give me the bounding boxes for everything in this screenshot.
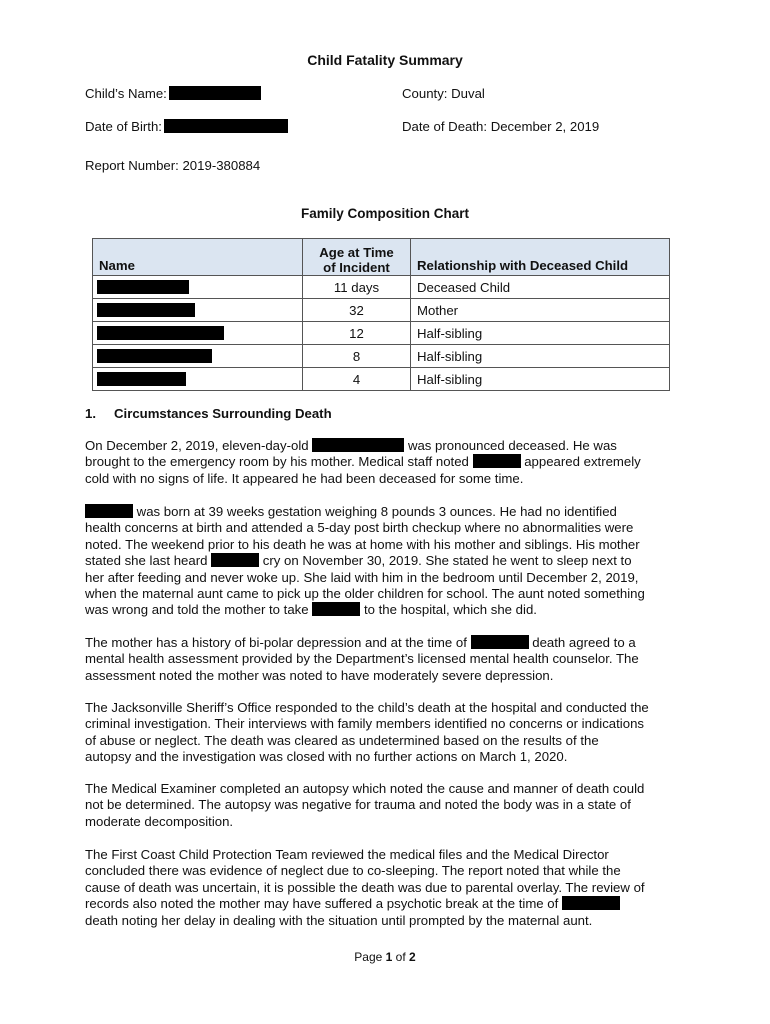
date-of-death-field: Date of Death: December 2, 2019 (402, 119, 600, 134)
text: to the hospital, which she did. (363, 602, 537, 618)
header-relationship: Relationship with Deceased Child (411, 239, 670, 276)
text: was born at 39 weeks gestation weighing 8 pounds 3 ounces. He had no identified (136, 504, 617, 519)
text: appeared extremely (524, 454, 641, 470)
relationship-cell: Half-sibling (411, 345, 670, 368)
age-cell: 8 (303, 345, 411, 368)
paragraph-3 (85, 635, 685, 684)
relationship-cell: Deceased Child (411, 276, 670, 299)
text: not be determined. The autopsy was negative for trauma and noted the body was in a state of (85, 797, 631, 813)
redacted-name (97, 280, 189, 294)
text: records also noted the mother may have suffered a psychotic break at the time of (85, 896, 559, 912)
childs-name-label: Child’s Name: (85, 86, 167, 101)
name-cell (93, 368, 303, 391)
table-row (93, 322, 670, 345)
text: was pronounced deceased. He was (407, 438, 617, 453)
age-cell: 32 (303, 299, 411, 322)
text: moderate decomposition. (85, 813, 234, 829)
paragraph-4 (85, 700, 685, 766)
redacted-name (97, 326, 224, 340)
text: concluded there was evidence of neglect due to co-sleeping. The report noted that while the (85, 863, 621, 879)
county-field: County: Duval (402, 86, 485, 101)
family-chart-title: Family Composition Chart (300, 206, 469, 221)
section-title: Circumstances Surrounding Death (114, 406, 332, 421)
text: The Jacksonville Sheriff’s Office responded to the child’s death at the hospital and conducted the (85, 700, 649, 715)
text: when the maternal aunt came to pick up the older children for school. The aunt noted something (85, 586, 645, 602)
age-cell: 12 (303, 322, 411, 345)
page-number: 1 (385, 950, 393, 964)
text: of abuse or neglect. The death was cleared as undetermined based on the results of the (85, 732, 599, 748)
text: cold with no signs of life. It appeared he had been deceased for some time. (85, 470, 524, 486)
name-cell (93, 276, 303, 299)
paragraph-1 (85, 438, 685, 487)
family-composition-table (92, 238, 670, 391)
text: cause of death was uncertain, it is possible the death was due to parental overlay. The review of (85, 879, 645, 895)
text: noted. The weekend prior to his death he was at home with his mother and siblings. His mother (85, 536, 640, 552)
section-number: 1. (85, 406, 96, 421)
page-label: Page (354, 950, 386, 964)
age-cell: 11 days (303, 276, 411, 299)
text: stated she last heard (85, 553, 208, 569)
text: cry on November 30, 2019. She stated he went to sleep next to (262, 553, 632, 569)
table-row (93, 345, 670, 368)
text: criminal investigation. Their interviews with family members identified no concerns or indications (85, 716, 644, 732)
paragraph-2 (85, 504, 685, 619)
text: health concerns at birth and attended a 5-day post birth checkup where no abnormalities were (85, 520, 634, 536)
paragraph-5 (85, 781, 685, 830)
redacted-name (473, 454, 521, 468)
header-age-line1: Age at Time (319, 245, 394, 260)
table-row (93, 276, 670, 299)
relationship-cell: Half-sibling (411, 322, 670, 345)
name-cell (93, 322, 303, 345)
header-name: Name (93, 239, 303, 276)
redacted-name (97, 303, 195, 317)
age-cell: 4 (303, 368, 411, 391)
name-cell (93, 345, 303, 368)
table-row (93, 299, 670, 322)
text: assessment noted the mother was noted to have moderately severe depression. (85, 667, 554, 683)
text: The mother has a history of bi-polar depression and at the time of (85, 635, 467, 650)
text: autopsy and the investigation was closed with no further actions on March 1, 2020. (85, 749, 568, 765)
text: mental health assessment provided by the Department’s licensed mental health counselor. The (85, 651, 639, 667)
table-header-row (93, 239, 670, 276)
paragraph-6 (85, 847, 685, 929)
redacted-name (211, 553, 259, 567)
text: death agreed to a (532, 635, 636, 650)
page-total: 2 (409, 950, 416, 964)
redacted-name (562, 896, 620, 910)
redacted-dob (164, 119, 288, 133)
table-row (93, 368, 670, 391)
relationship-cell: Mother (411, 299, 670, 322)
redacted-name (312, 438, 404, 452)
section-heading (85, 406, 332, 422)
header-age (303, 239, 411, 276)
report-number: Report Number: 2019-380884 (85, 158, 261, 173)
redacted-name (97, 349, 212, 363)
dob-label: Date of Birth: (85, 119, 162, 134)
text: was wrong and told the mother to take (85, 602, 309, 618)
text: brought to the emergency room by his mother. Medical staff noted (85, 454, 469, 470)
document-title: Child Fatality Summary (307, 52, 463, 68)
text: death noting her delay in dealing with the situation until prompted by the maternal aunt. (85, 912, 593, 928)
redacted-name (169, 86, 261, 100)
header-age-line2: of Incident (323, 260, 390, 275)
page-footer (0, 950, 770, 964)
text: The Medical Examiner completed an autopsy which noted the cause and manner of death could (85, 781, 645, 796)
redacted-name (471, 635, 529, 649)
dob-field (85, 119, 288, 135)
page-of: of (392, 950, 410, 964)
redacted-name (97, 372, 186, 386)
name-cell (93, 299, 303, 322)
relationship-cell: Half-sibling (411, 368, 670, 391)
redacted-name (312, 602, 360, 616)
text: her after feeding and never woke up. She laid with him in the bedroom until December 2, 2019, (85, 569, 639, 585)
redacted-name (85, 504, 133, 518)
text: The First Coast Child Protection Team reviewed the medical files and the Medical Director (85, 847, 609, 862)
childs-name-field (85, 86, 261, 102)
text: On December 2, 2019, eleven-day-old (85, 438, 309, 453)
